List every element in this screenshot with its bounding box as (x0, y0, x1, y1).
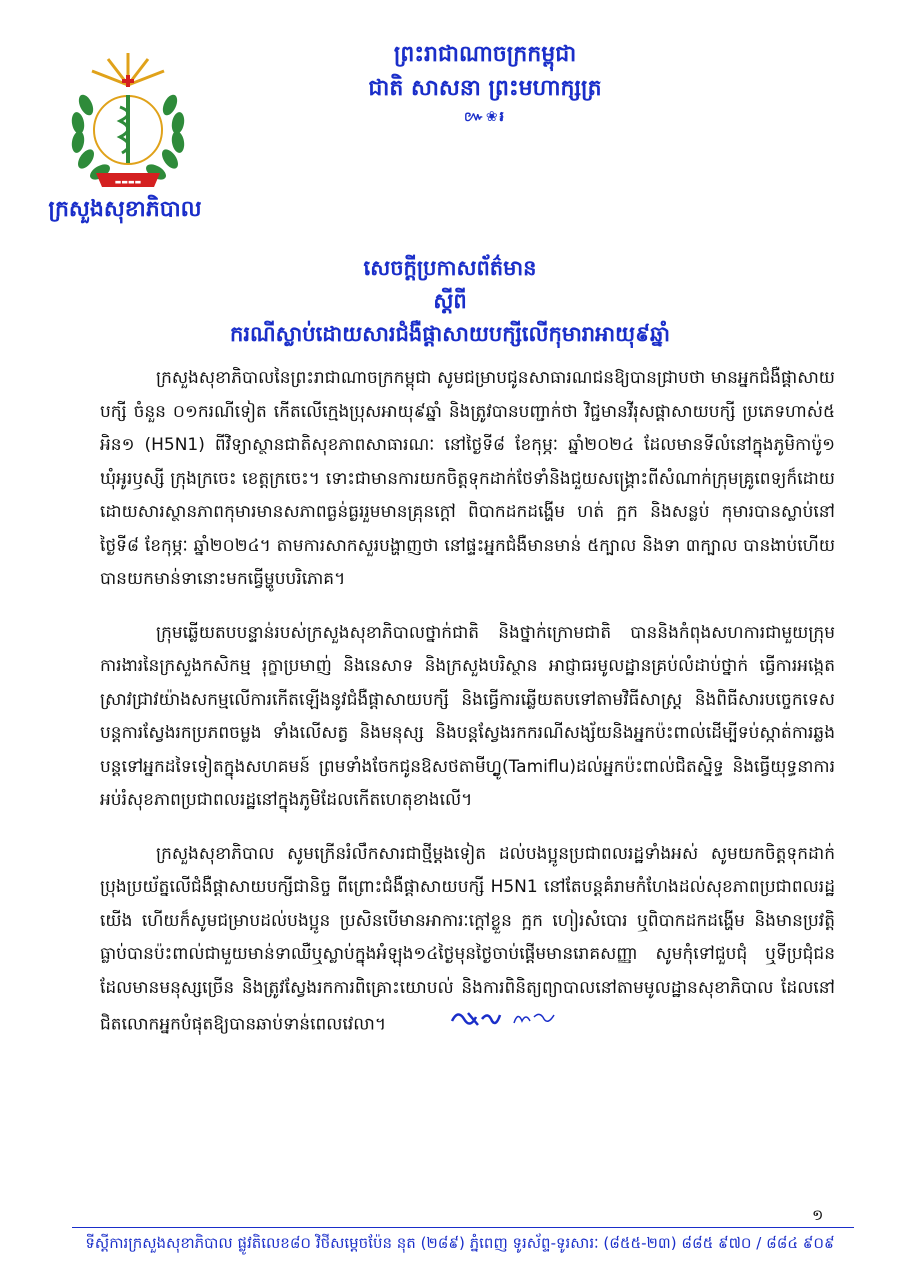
title-line-2: ស្តីពី (433, 289, 467, 313)
svg-text:▬▬▬▬: ▬▬▬▬ (114, 178, 142, 186)
title-line-1: សេចក្តីប្រកាសព័ត៌មាន (363, 256, 537, 280)
title-line-3: ករណីស្លាប់ដោយសារជំងឺផ្តាសាយបក្សីលើកុមារាអាយុ៩ឆ្នាំ (230, 322, 670, 346)
ministry-logo (58, 45, 198, 205)
footer-address: ទីស្តីការក្រសួងសុខាភិបាល ផ្លូវតិលេខ៨០ វិថីសម្តេចប៉ែន នុត (២៨៩) ភ្នំពេញ ទូរស័ព្ទ-ទូរសារៈ (៨៥៥-២៣) ៨៨៥ ៩៧០ / ៨៨៤ ៩០៩ (85, 1234, 835, 1252)
paragraph-2: ក្រុមឆ្លើយតបបន្ទាន់របស់ក្រសួងសុខាភិបាលថ្នាក់ជាតិ និងថ្នាក់ក្រោមជាតិ បាននិងកំពុងសហការជាមួយក្រុមការងារនៃក្រសួងកសិកម្ម រុក្ខាប្រមាញ់ និងនេសាទ និងក្រសួងបរិស្ថាន អាជ្ញាធរមូលដ្ឋានគ្រប់លំដាប់ថ្នាក់ ធ្វើការអង្កេតស្រាវជ្រាវយ៉ាងសកម្មលើការកើតឡើងនូវជំងឺផ្តាសាយបក្សី និងធ្វើការឆ្លើយតបទៅតាមវិធីសាស្ត្រ និងពិធីសារបច្ចេកទេស បន្តការស្វែងរកប្រភពចម្លង ទាំងលើសត្វ និងមនុស្ស និងបន្តស្វែងរកករណីសង្ស័យនិងអ្នកប៉ះពាល់ដើម្បីទប់ស្កាត់ការឆ្លងបន្តទៅអ្នកដទៃទៀតក្នុងសហគមន៍ ព្រមទាំងចែកជូនឱសថតាមីហ្វ្លូ(Tamiflu)ដល់អ្នកប៉ះពាល់ជិតស្និទ្ធ និងធ្វើយុទ្ធនាការអប់រំសុខភាពប្រជាពលរដ្ឋនៅក្នុងភូមិដែលកើតហេតុខាងលើ។ (100, 622, 835, 810)
handwritten-initials (392, 1005, 568, 1044)
page-number: ១ (812, 1206, 824, 1224)
paragraph-1: ក្រសួងសុខាភិបាលនៃព្រះរាជាណាចក្រកម្ពុជា សូមជម្រាបជូនសាធារណជនឱ្យបានជ្រាបថា មានអ្នកជំងឺផ្តាសាយបក្សី ចំនួន ០១ករណីទៀត កើតលើក្មេងប្រុសអាយុ៩ឆ្នាំ និងត្រូវបានបញ្ជាក់ថា វិជ្ជមានវីរុសផ្តាសាយបក្សី ប្រភេទហាស់៥ អិន១ (H5N1) ពីវិទ្យាស្ថានជាតិសុខភាពសាធារណៈ នៅថ្ងៃទី៨ ខែកុម្ភៈ ឆ្នាំ២០២៤ ដែលមានទីលំនៅក្នុងភូមិកាប៉ូ១ ឃុំអូរឫស្សី ក្រុងក្រចេះ ខេត្តក្រចេះ។ ទោះជាមានការយកចិត្តទុកដាក់ថែទាំនិងជួយសង្គ្រោះពីសំណាក់ក្រុមគ្រូពេទ្យក៏ដោយ ដោយសារស្ថានភាពកុមារមានសភាពធ្ងន់ធ្ងររួមមានគ្រុនក្តៅ ពិបាកដកដង្ហើម ហត់ ក្អក និងសន្លប់ កុមារបានស្លាប់នៅថ្ងៃទី៨ ខែកុម្ភៈ ឆ្នាំ២០២៤។ តាមការសាកសួរបង្ហាញថា នៅផ្ទះអ្នកជំងឺមានមាន់ ៥ក្បាល និងទា ៣ក្បាល បានងាប់ហើយបានយកមាន់ទានោះមកធ្វើម្ហូបបរិភោគ។ (100, 368, 835, 589)
paragraph-3 (100, 838, 835, 1044)
ornament-divider: ៚❀៛ (464, 109, 506, 125)
ministry-name: ក្រសួងសុខាភិបាល (48, 197, 202, 222)
signature-icon (448, 1005, 568, 1031)
national-motto: ជាតិ សាសនា ព្រះមហាក្សត្រ (368, 76, 602, 101)
paragraph-3-text: ក្រសួងសុខាភិបាល សូមក្រើនរំលឹកសារជាថ្មីម្តងទៀត ដល់បងប្អូនប្រជាពលរដ្ឋទាំងអស់ សូមយកចិត្តទុកដាក់ប្រុងប្រយ័ត្នលើជំងឺផ្តាសាយបក្សីជានិច្ច ពីព្រោះជំងឺផ្តាសាយបក្សី H5N1 នៅតែបន្តគំរាមកំហែងដល់សុខភាពប្រជាពលរដ្ឋយើង ហើយក៏សូមជម្រាបដល់បងប្អូន ប្រសិនបើមានអាការៈក្តៅខ្លួន ក្អក ហៀរសំបោរ ឬពិបាកដកដង្ហើម និងមានប្រវត្តិធ្លាប់បានប៉ះពាល់ជាមួយមាន់ទាឈឺឬស្លាប់ក្នុងអំឡុង១៤ថ្ងៃមុនថ្ងៃចាប់ផ្តើមមានរោគសញ្ញា សូមកុំទៅជួបជុំ ឬទីប្រជុំជនដែលមានមនុស្សច្រើន និងត្រូវស្វែងរកការពិគ្រោះយោបល់ និងការពិនិត្យព្យាបាលនៅតាមមូលដ្ឋានសុខាភិបាល ដែលនៅជិតលោកអ្នកបំផុតឱ្យបានឆាប់ទាន់ពេលវេលា។ (100, 843, 835, 1035)
kingdom-title: ព្រះរាជាណាចក្រកម្ពុជា (393, 42, 577, 67)
document-body (100, 362, 835, 1064)
document-title (150, 252, 750, 351)
kingdom-header (300, 38, 670, 128)
ministry-emblem-icon (58, 45, 198, 205)
footer-divider (72, 1227, 854, 1228)
